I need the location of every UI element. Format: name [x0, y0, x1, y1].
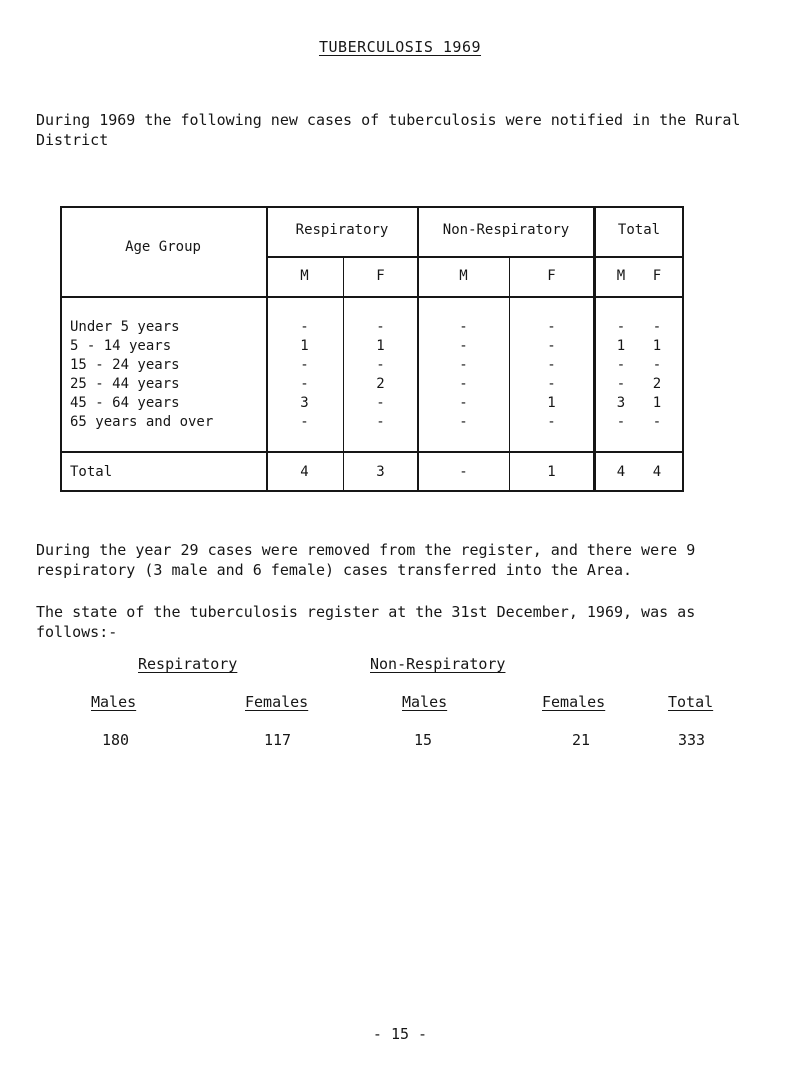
nonresp-f-column [509, 318, 594, 432]
table-row-label: Under 5 years [70, 319, 180, 335]
table-border-right [682, 206, 684, 492]
table-cell: - [616, 357, 626, 373]
page-number: - 15 - [372, 1025, 428, 1043]
register-summary [0, 655, 800, 765]
header-total-m: M [616, 268, 626, 284]
table-cell: 1 [652, 338, 662, 354]
header-nonresp-f: F [547, 268, 556, 284]
table-cell: - [300, 376, 309, 392]
table-cell: - [547, 376, 556, 392]
resp-males-label: Males [91, 693, 137, 711]
total-m-column [606, 318, 636, 432]
table-border-top [60, 206, 684, 208]
nonresp-males-label: Males [402, 693, 448, 711]
table-cell: - [616, 319, 626, 335]
table-row-sep [266, 256, 684, 258]
header-total: Total [617, 222, 661, 238]
total-label: Total [668, 693, 714, 711]
table-cell: - [547, 319, 556, 335]
header-resp-f: F [376, 268, 385, 284]
table-row-sep [60, 451, 684, 453]
table-cell: - [376, 357, 385, 373]
table-cell: - [459, 357, 468, 373]
table-cell: 1 [300, 338, 309, 354]
table-cell: 1 [616, 338, 626, 354]
nonresp-m-column [418, 318, 509, 432]
age-group-column [70, 318, 213, 432]
table-row-label: 65 years and over [70, 414, 214, 430]
page-title [0, 38, 800, 56]
table-cell: - [547, 357, 556, 373]
table-cell: - [459, 395, 468, 411]
resp-f-column [343, 318, 418, 432]
table-cell: 1 [547, 395, 556, 411]
table-cell: - [376, 395, 385, 411]
table-cell: 3 [300, 395, 309, 411]
nonresp-males-value: 15 [414, 731, 433, 749]
table-cell: - [300, 414, 309, 430]
table-cell: 1 [652, 395, 662, 411]
table-row-sep [60, 296, 684, 298]
table-cell: - [300, 319, 309, 335]
resp-m-column [266, 318, 343, 432]
table-cell: - [376, 414, 385, 430]
table-cell: - [547, 414, 556, 430]
nonresp-females-label: Females [542, 693, 606, 711]
total-f-column [642, 318, 672, 432]
table-border-bottom [60, 490, 684, 492]
total-row-cell: 3 [376, 464, 385, 480]
respiratory-heading: Respiratory [138, 655, 238, 673]
nonresp-females-value: 21 [572, 731, 591, 749]
table-cell: 2 [376, 376, 385, 392]
total-row-cell: 4 [652, 464, 662, 480]
page-title-text: TUBERCULOSIS 1969 [318, 38, 482, 56]
table-cell: 3 [616, 395, 626, 411]
table-row-label: 5 - 14 years [70, 338, 172, 354]
table-cell: 1 [376, 338, 385, 354]
total-value: 333 [678, 731, 706, 749]
table-cell: - [547, 338, 556, 354]
table-cell: - [459, 338, 468, 354]
table-row-label: 15 - 24 years [70, 357, 180, 373]
header-total-f: F [652, 268, 662, 284]
header-resp-m: M [300, 268, 309, 284]
table-cell: - [459, 414, 468, 430]
table-cell: - [652, 357, 662, 373]
resp-males-value: 180 [102, 731, 130, 749]
resp-females-value: 117 [264, 731, 292, 749]
resp-females-label: Females [245, 693, 309, 711]
total-row-label: Total [70, 464, 113, 480]
total-row-cell: 4 [616, 464, 626, 480]
table-cell: - [459, 319, 468, 335]
table-cell: - [300, 357, 309, 373]
table-row-label: 45 - 64 years [70, 395, 180, 411]
intro-paragraph: During 1969 the following new cases of tuberculosis were notified in the Rural District [36, 111, 741, 149]
total-row-cell: 1 [547, 464, 556, 480]
non-respiratory-heading: Non-Respiratory [370, 655, 506, 673]
total-row-cell: 4 [300, 464, 309, 480]
table-cell: - [616, 376, 626, 392]
table-cell: - [652, 414, 662, 430]
header-non-respiratory: Non-Respiratory [442, 222, 570, 238]
table-cell: - [616, 414, 626, 430]
table-cell: - [652, 319, 662, 335]
table-cell: - [376, 319, 385, 335]
header-nonresp-m: M [459, 268, 468, 284]
total-row-cell: - [459, 464, 468, 480]
table-row-label: 25 - 44 years [70, 376, 180, 392]
header-respiratory: Respiratory [295, 222, 389, 238]
table-cell: 2 [652, 376, 662, 392]
removed-paragraph: During the year 29 cases were removed from the register, and there were 9 respiratory (3 male and 6 female) cases transferred into the Area. [36, 541, 696, 579]
notifications-table [60, 206, 684, 492]
header-age-group: Age Group [125, 239, 201, 255]
register-state-paragraph: The state of the tuberculosis register at the 31st December, 1969, was as follows:- [36, 603, 696, 641]
table-cell: - [459, 376, 468, 392]
